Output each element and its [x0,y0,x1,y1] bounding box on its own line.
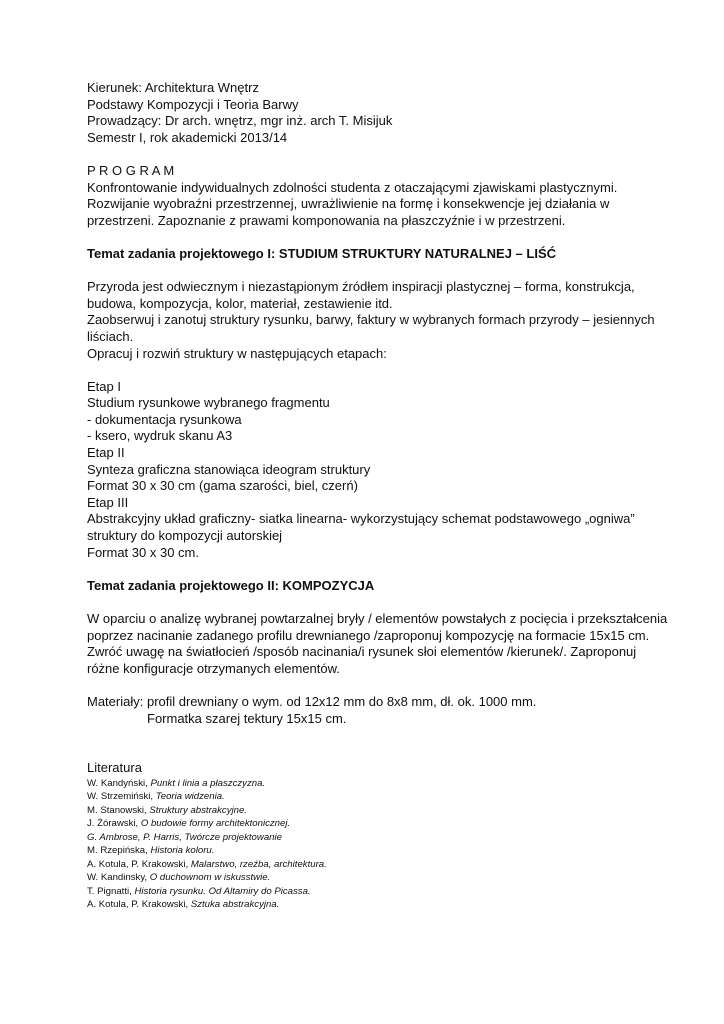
program-line: Rozwijanie wyobraźni przestrzennej, uwrażliwienie na formę i konsekwencje jej działania w [87,196,610,212]
literature-item: M. Rzepińska, Historia koloru. [87,845,215,857]
task1-title: Temat zadania projektowego I: STUDIUM STRUKTURY NATURALNEJ – LIŚĆ [87,245,557,261]
task1-stage-line: Format 30 x 30 cm (gama szarości, biel, czerń) [87,478,358,494]
literature-item: G. Ambrose, P. Harris, Twórcze projektowanie [87,831,282,843]
header-field-of-study: Kierunek: Architektura Wnętrz [87,80,259,95]
task2-line: różne konfiguracje otrzymanych elementów. [87,660,340,676]
task1-stage-line: Synteza graficzna stanowiąca ideogram struktury [87,461,371,477]
task1-intro-line: Zaobserwuj i zanotuj struktury rysunku, barwy, faktury w wybranych formach przyrody – jesiennych [87,312,655,328]
header-course-name: Podstawy Kompozycji i Teoria Barwy [87,96,299,112]
task1-stage-line: - ksero, wydruk skanu A3 [87,428,233,444]
header-semester: Semestr I, rok akademicki 2013/14 [87,129,288,145]
task1-intro-line: budowa, kompozycja, kolor, materiał, zestawienie itd. [87,295,393,311]
task2-line: poprzez nacinanie zadanego profilu drewnianego /zaproponuj kompozycję na formacie 15x15 cm. [87,627,650,643]
literature-item: W. Kandyński, Punkt i linia a płaszczyzna. [87,777,266,789]
task1-stage-line: Format 30 x 30 cm. [87,544,199,560]
task2-materials-board: Formatka szarej tektury 15x15 cm. [147,710,347,726]
task1-stage-line: Studium rysunkowe wybranego fragmentu [87,395,330,411]
task1-intro-line: liściach. [87,328,134,344]
task2-line: Zwróć uwagę na światłocień /sposób nacinania/i rysunek słoi elementów /kierunek/. Zaproponuj [87,644,637,660]
task1-stage-line: Etap II [87,445,125,461]
task1-stage-line: - dokumentacja rysunkowa [87,411,242,427]
task2-line: W oparciu o analizę wybranej powtarzalnej bryły / elementów powstałych z pocięcia i przekształcenia [87,611,668,626]
literature-item: J. Żórawski, O budowie formy architektonicznej. [87,818,291,830]
task1-stage-line: Etap III [87,494,129,510]
task1-stage-line: struktury do kompozycji autorskiej [87,528,283,544]
task2-title: Temat zadania projektowego II: KOMPOZYCJA [87,577,375,593]
task1-stage-line: Etap I [87,378,121,394]
literature-item: A. Kotula, P. Krakowski, Sztuka abstrakcyjna. [87,899,280,911]
header-instructor: Prowadzący: Dr arch. wnętrz, mgr inż. arch T. Misijuk [87,113,393,129]
literature-item: T. Pignatti, Historia rysunku. Od Altamiry do Picassa. [87,885,311,897]
program-line: Konfrontowanie indywidualnych zdolności studenta z otaczającymi zjawiskami plastycznymi. [87,179,618,195]
literature-item: M. Stanowski, Struktury abstrakcyjne. [87,804,247,816]
literature-item: W. Kandinsky, O duchownom w iskusstwie. [87,872,271,884]
task2-materials: Materiały: profil drewniany o wym. od 12x12 mm do 8x8 mm, dł. ok. 1000 mm. [87,693,537,709]
document-page [87,80,687,912]
literature-list [87,777,687,912]
task1-stage-line: Abstrakcyjny układ graficzny- siatka linearna- wykorzystujący schemat podstawowego „ogniwa” [87,511,635,527]
literature-item: W. Strzemiński, Teoria widzenia. [87,791,225,803]
literature-title: Literatura [87,760,142,776]
literature-item: A. Kotula, P. Krakowski, Malarstwo, rzeźba, architektura. [87,858,327,870]
program-line: przestrzeni. Zapoznanie z prawami komponowania na płaszczyźnie i w przestrzeni. [87,212,566,228]
task1-intro-line: Przyroda jest odwiecznym i niezastąpionym źródłem inspiracji plastycznej – forma, konstrukcja, [87,279,635,295]
program-title: P R O G R A M [87,162,175,178]
task1-intro-line: Opracuj i rozwiń struktury w następujących etapach: [87,345,387,361]
